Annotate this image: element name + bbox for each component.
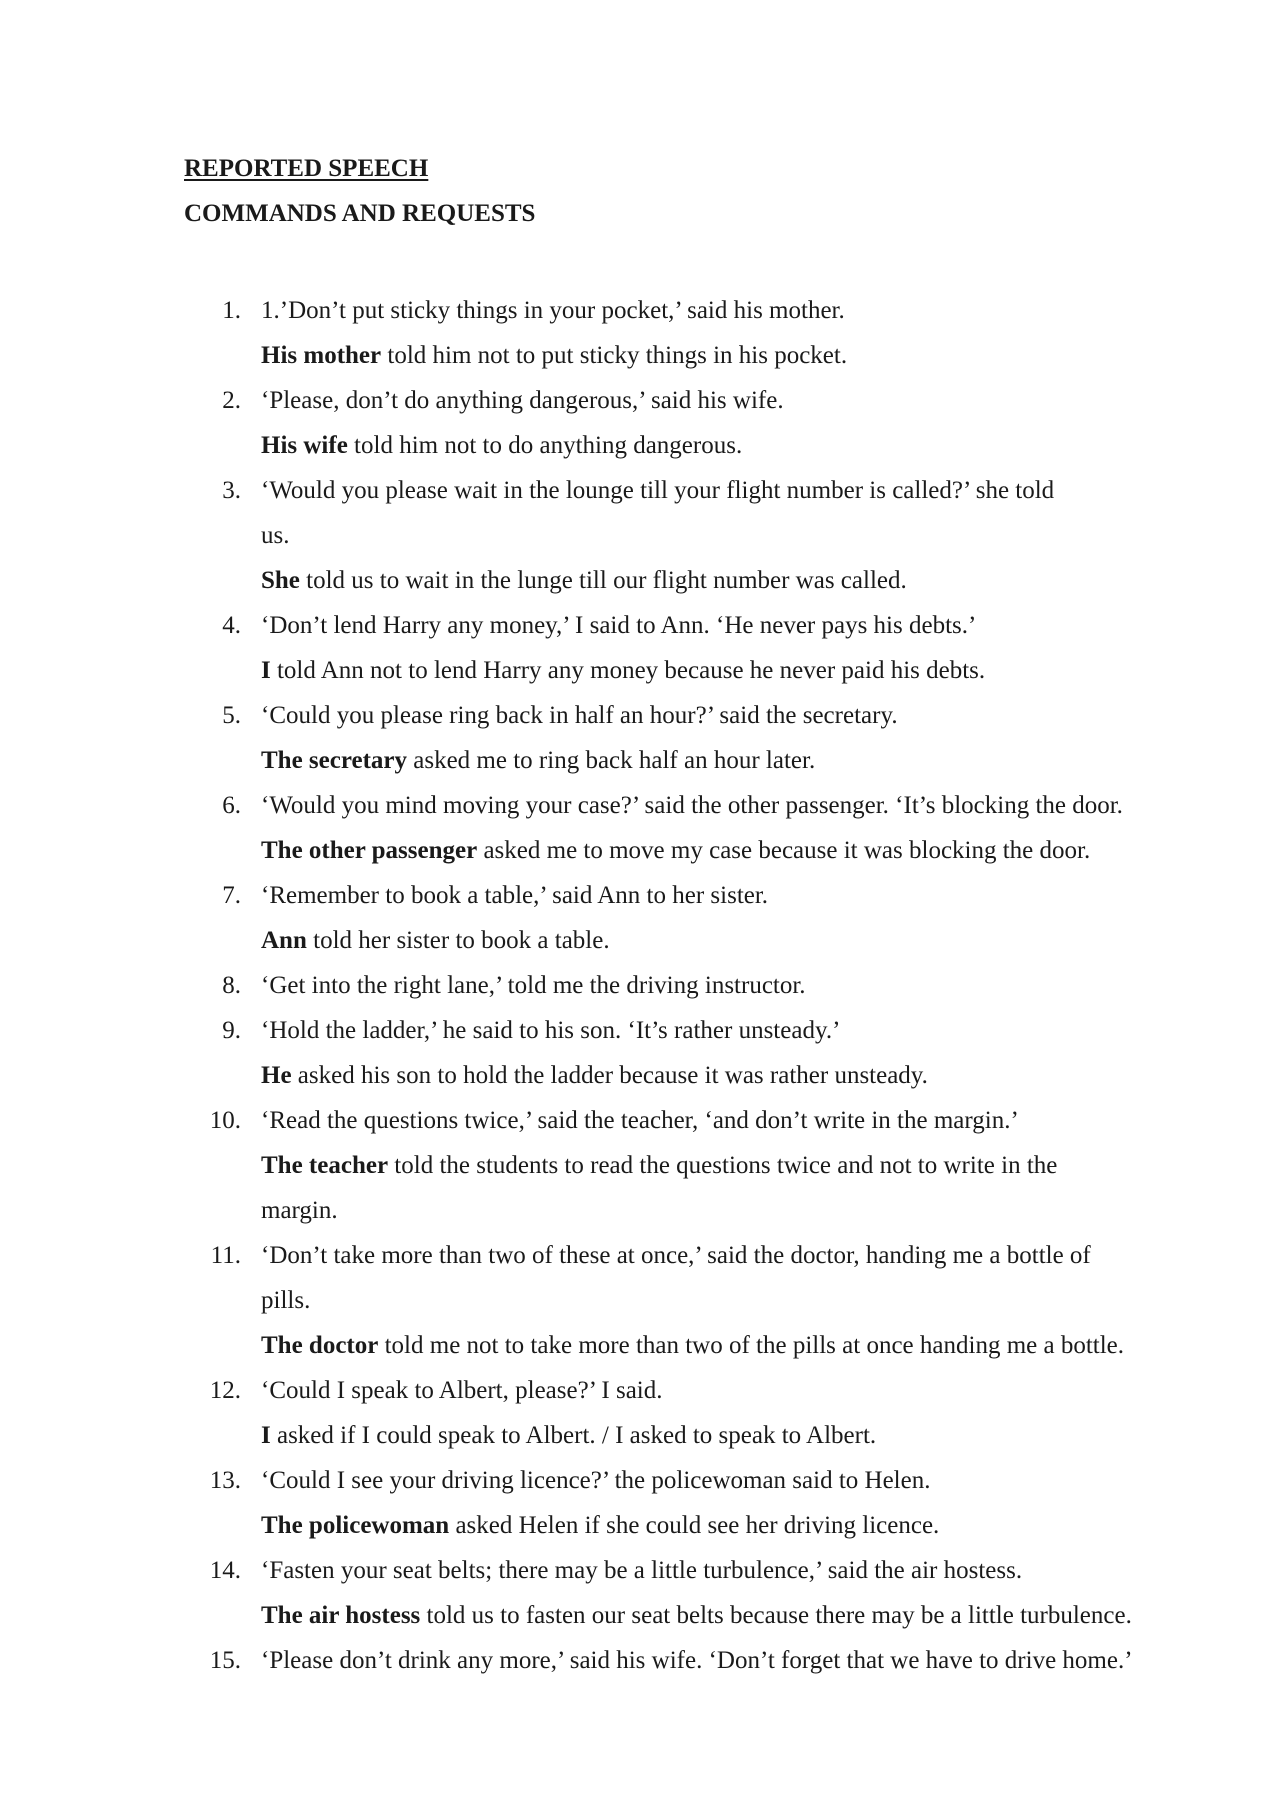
reported-text: told Ann not to lend Harry any money because he never paid his debts.	[270, 657, 986, 684]
reported-text: told him not to do anything dangerous.	[347, 432, 743, 459]
direct-speech-line: ‘Could I see your driving licence?’ the policewoman said to Helen.	[261, 1467, 931, 1494]
reported-speech-line	[261, 1503, 1280, 1548]
page-title: REPORTED SPEECH	[184, 155, 429, 182]
reported-speech-line	[261, 1323, 1280, 1368]
reported-speech-line	[261, 1143, 1280, 1188]
reported-subject: She	[261, 567, 300, 594]
reported-speech-line	[261, 558, 1280, 603]
reported-subject: The air hostess	[261, 1602, 421, 1629]
reported-subject: I	[261, 657, 271, 684]
reported-subject: The policewoman	[261, 1512, 450, 1539]
reported-text: asked me to ring back half an hour later.	[407, 747, 816, 774]
list-item	[0, 1098, 1280, 1233]
reported-subject: The other passenger	[261, 837, 478, 864]
item-number: 12.	[209, 1377, 241, 1404]
reported-text: told me not to take more than two of the pills at once handing me a bottle.	[378, 1332, 1125, 1359]
list-item	[0, 1008, 1280, 1098]
list-item	[0, 873, 1280, 963]
reported-text: asked Helen if she could see her driving licence.	[449, 1512, 940, 1539]
direct-speech-line: ‘Get into the right lane,’ told me the driving instructor.	[261, 972, 806, 999]
reported-text: told the students to read the questions twice and not to write in the	[388, 1152, 1058, 1179]
item-number: 9.	[222, 1017, 241, 1044]
item-number: 7.	[222, 882, 241, 909]
reported-text: told us to wait in the lunge till our flight number was called.	[299, 567, 907, 594]
reported-text: asked me to move my case because it was blocking the door.	[477, 837, 1091, 864]
reported-text: asked if I could speak to Albert. / I asked to speak to Albert.	[270, 1422, 877, 1449]
direct-speech-line: ‘Read the questions twice,’ said the teacher, ‘and don’t write in the margin.’	[261, 1107, 1019, 1134]
item-number: 14.	[209, 1557, 241, 1584]
reported-text: asked his son to hold the ladder because it was rather unsteady.	[291, 1062, 928, 1089]
item-number: 10.	[209, 1107, 241, 1134]
reported-text: told her sister to book a table.	[306, 927, 610, 954]
list-item	[0, 1368, 1280, 1458]
reported-text: told us to fasten our seat belts because there may be a little turbulence.	[420, 1602, 1132, 1629]
direct-speech-line: ‘Would you please wait in the lounge till your flight number is called?’ she told	[261, 477, 1055, 504]
item-number: 4.	[222, 612, 241, 639]
reported-text: margin.	[261, 1197, 338, 1224]
direct-speech-line: ‘Would you mind moving your case?’ said the other passenger. ‘It’s blocking the door.	[261, 792, 1123, 819]
reported-subject: The secretary	[261, 747, 408, 774]
direct-speech-line: ‘Hold the ladder,’ he said to his son. ‘It’s rather unsteady.’	[261, 1017, 841, 1044]
reported-speech-line	[261, 1593, 1280, 1638]
reported-subject: His wife	[261, 432, 348, 459]
reported-speech-line	[261, 333, 1280, 378]
reported-subject: I	[261, 1422, 271, 1449]
direct-speech-line: ‘Could you please ring back in half an hour?’ said the secretary.	[261, 702, 898, 729]
reported-subject: His mother	[261, 342, 382, 369]
reported-speech-line	[261, 828, 1280, 873]
list-item	[0, 963, 1280, 1008]
item-number: 5.	[222, 702, 241, 729]
direct-speech-line: ‘Please, don’t do anything dangerous,’ said his wife.	[261, 387, 784, 414]
reported-speech-line	[261, 738, 1280, 783]
reported-speech-line	[261, 423, 1280, 468]
list-item	[0, 1638, 1280, 1683]
item-number: 8.	[222, 972, 241, 999]
item-number: 6.	[222, 792, 241, 819]
reported-speech-line	[261, 1053, 1280, 1098]
reported-speech-line	[261, 918, 1280, 963]
direct-speech-line: ‘Don’t lend Harry any money,’ I said to Ann. ‘He never pays his debts.’	[261, 612, 977, 639]
reported-subject: Ann	[261, 927, 307, 954]
page-subtitle: COMMANDS AND REQUESTS	[184, 200, 536, 227]
list-item	[0, 288, 1280, 378]
list-item	[0, 603, 1280, 693]
direct-speech-line: us.	[261, 522, 290, 549]
item-number: 15.	[209, 1647, 241, 1674]
reported-subject: The teacher	[261, 1152, 389, 1179]
direct-speech-line: pills.	[261, 1287, 311, 1314]
item-number: 13.	[209, 1467, 241, 1494]
list-item	[0, 1458, 1280, 1548]
direct-speech-line: ‘Could I speak to Albert, please?’ I said.	[261, 1377, 663, 1404]
exercise-list	[0, 288, 1280, 1683]
direct-speech-line: ‘Don’t take more than two of these at once,’ said the doctor, handing me a bottle of	[261, 1242, 1091, 1269]
list-item	[0, 1548, 1280, 1638]
item-number: 2.	[222, 387, 241, 414]
direct-speech-line: ‘Please don’t drink any more,’ said his wife. ‘Don’t forget that we have to drive home.’	[261, 1647, 1133, 1674]
direct-speech-line: 1.’Don’t put sticky things in your pocket,’ said his mother.	[261, 297, 845, 324]
list-item	[0, 468, 1280, 603]
direct-speech-line: ‘Fasten your seat belts; there may be a little turbulence,’ said the air hostess.	[261, 1557, 1023, 1584]
item-number: 3.	[222, 477, 241, 504]
list-item	[0, 1233, 1280, 1368]
direct-speech-line: ‘Remember to book a table,’ said Ann to her sister.	[261, 882, 769, 909]
reported-speech-line	[261, 648, 1280, 693]
list-item	[0, 693, 1280, 783]
item-number: 1.	[222, 297, 241, 324]
reported-subject: He	[261, 1062, 292, 1089]
item-number: 11.	[210, 1242, 241, 1269]
list-item	[0, 378, 1280, 468]
reported-speech-line	[261, 1188, 1280, 1233]
list-item	[0, 783, 1280, 873]
reported-speech-line	[261, 1413, 1280, 1458]
reported-text: told him not to put sticky things in his pocket.	[381, 342, 848, 369]
reported-subject: The doctor	[261, 1332, 379, 1359]
